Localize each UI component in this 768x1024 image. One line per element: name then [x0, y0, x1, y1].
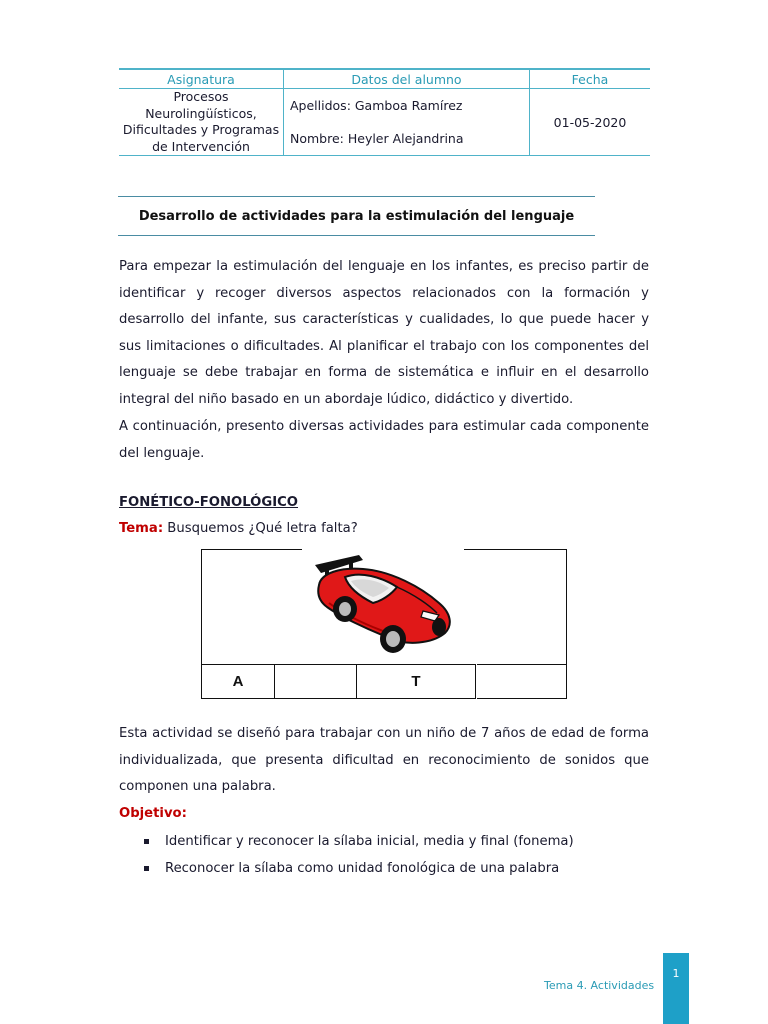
letter-cell: A: [201, 664, 275, 699]
letter-cell-blank[interactable]: [477, 664, 567, 699]
objective-label: Objetivo:: [119, 806, 187, 821]
section-heading: FONÉTICO-FONOLÓGICO: [119, 495, 299, 510]
date-cell: 01-05-2020: [530, 89, 651, 156]
objective-text: Reconocer la sílaba como unidad fonológica de una palabra: [165, 861, 560, 876]
subject-cell: [119, 89, 284, 156]
bullet-square-icon: [144, 866, 149, 871]
column-header-student: Datos del alumno: [284, 69, 530, 89]
intro-paragraph: Para empezar la estimulación del lenguaje en los infantes, es preciso partir de identificar y recoger diversos aspectos relacionados con la formación y desarrollo del infante, sus características y cualidades, lo que puede hacer y sus limitaciones o dificultades. Al planificar el trabajo con los componentes del lenguaje se debe trabajar en forma de sistemática e influir en el desarrollo integral del niño basado en un abordaje lúdico, didáctico y divertido.: [119, 259, 649, 407]
student-name: Nombre: Heyler Alejandrina: [290, 130, 464, 146]
subject-line: Procesos: [173, 89, 229, 104]
objective-list: [119, 828, 574, 882]
subject-line: de Intervención: [152, 138, 250, 154]
red-car-image: [311, 551, 453, 659]
column-header-date: Fecha: [530, 69, 651, 89]
activity-paragraph: Esta actividad se diseñó para trabajar con un niño de 7 años de edad de forma individualizada, que presenta dificultad en reconocimiento de sonidos que componen una palabra.: [119, 726, 649, 795]
subject-line: Neurolingüísticos,: [145, 105, 257, 121]
tema-line: [119, 521, 358, 536]
header-table: [119, 68, 650, 156]
subject-line: Dificultades y Programas: [122, 122, 280, 137]
letter-cell: T: [357, 664, 476, 699]
continuation-paragraph: A continuación, presento diversas actividades para estimular cada componente del lenguaje.: [119, 419, 649, 461]
column-header-subject: Asignatura: [119, 69, 284, 89]
student-cell: [284, 89, 530, 156]
tema-label: Tema:: [119, 521, 164, 536]
bullet-square-icon: [144, 839, 149, 844]
document-title: Desarrollo de actividades para la estimulación del lenguaje: [118, 196, 595, 236]
footer-section: Tema 4. Actividades: [544, 979, 655, 992]
list-item: [119, 855, 574, 882]
page-number: 1: [663, 953, 689, 1024]
missing-letter-activity: [201, 549, 567, 699]
list-item: [119, 828, 574, 855]
objective-text: Identificar y reconocer la sílaba inicial, media y final (fonema): [165, 834, 574, 849]
tema-text: Busquemos ¿Qué letra falta?: [163, 521, 358, 536]
student-surname: Apellidos: Gamboa Ramírez: [290, 97, 463, 113]
letter-cell-blank[interactable]: [275, 664, 357, 699]
